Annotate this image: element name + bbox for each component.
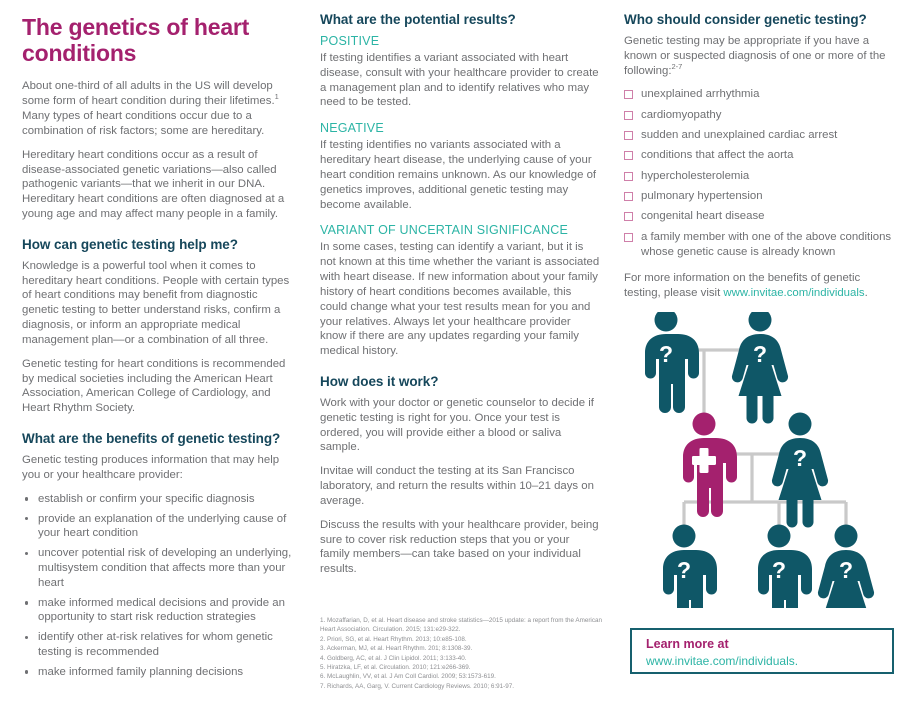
status-symbol-unknown: ? [792,445,808,471]
subheading-variant-uncertain-significance: VARIANT OF UNCERTAIN SIGNIFICANCE [320,223,569,238]
reference-item: 3. Ackerman, MJ, et al. Heart Rhythm. 201; 8:1308-39. [320,645,473,653]
condition-label: sudden and unexplained cardiac arrest [641,129,838,142]
invitae-individuals-link[interactable]: www.invitae.com/individuals [723,287,865,300]
checkbox-icon[interactable] [624,192,633,201]
status-symbol-unknown: ? [676,557,692,583]
heading-how-can-genetic-testing-help: How can genetic testing help me? [22,236,238,252]
condition-label: pulmonary hypertension [641,190,763,203]
person-gen1-male [645,312,699,413]
list-item: provide an explanation of the underlying cause of your heart condition [22,512,292,542]
benefits-intro: Genetic testing produces information that may help you or your healthcare provider: [22,454,280,481]
status-symbol-unknown: ? [771,557,787,583]
learn-more-url[interactable]: www.invitae.com/individuals. [646,653,799,668]
family-tree-figure [624,312,909,608]
heading-potential-results: What are the potential results? [320,12,516,27]
intro-paragraph-1 [22,79,292,138]
subheading-positive: POSITIVE [320,33,380,48]
reference-item: 1. Mozaffarian, D, et al. Heart disease and stroke statistics—2015 update: a report from the American Heart Association. Circulation. 2015; 131:e29-322. [320,617,602,634]
who-intro [624,34,896,78]
references-list [320,616,603,691]
heading-benefits-of-genetic-testing: What are the benefits of genetic testing? [22,431,281,447]
list-item [624,169,896,184]
help-paragraph-1: Knowledge is a powerful tool when it comes to hereditary heart conditions. People with certain types of heart conditions may benefit from diagnostic genetic testing to better understand risks, confirm a diagnosis, or inform an appropriate medical management plan—or a combination of all three. [22,259,290,346]
intro-superscript: 1 [274,92,279,102]
reference-item: 6. McLaughlin, VV, et al. J Am Coll Cardiol. 2009; 53:1573-619. [320,673,496,681]
condition-label: hypercholesterolemia [641,169,750,182]
reference-item: 5. Hiratzka, LF, et al. Circulation. 2010; 121:e266-369. [320,663,471,671]
condition-label: congenital heart disease [641,210,765,223]
condition-label: cardiomyopathy [641,108,722,121]
learn-more-title: Learn more at [646,637,729,651]
list-item [624,230,896,260]
learn-more-box[interactable] [630,628,894,674]
list-item: identify other at-risk relatives for whom genetic testing is recommended [22,630,292,660]
help-paragraph-2: Genetic testing for heart conditions is recommended by medical societies including the American Heart Association, American College of Cardiology, and Heart Rhythm Society. [22,357,286,415]
list-item [624,189,896,204]
list-item: uncover potential risk of developing an underlying, multisystem condition that affects more than your heart [22,546,292,590]
checkbox-icon[interactable] [624,212,633,221]
person-gen3-child2-male [758,525,812,609]
status-symbol-unknown: ? [838,557,854,583]
heading-who-should-consider: Who should consider genetic testing? [624,12,867,27]
how-paragraph-2: Invitae will conduct the testing at its San Francisco laboratory, and return the results within 10–21 days on average. [320,465,594,507]
benefits-list [22,492,292,680]
intro-paragraph-1-tail: Many types of heart conditions occur due to a combination of risk factors; some are hereditary. [22,110,265,137]
person-gen3-child1-male [663,525,717,609]
status-symbol-unknown: ? [752,341,768,367]
list-item [624,209,896,224]
reference-item: 7. Richards, AA, Garg, V. Current Cardiology Reviews. 2010; 6:91-97. [320,682,515,690]
list-item [624,108,896,123]
positive-text: If testing identifies a variant associated with heart disease, consult with your healthcare provider to create a management plan and to identify relatives who may need to be tested. [320,51,599,109]
intro-paragraph-2: Hereditary heart conditions occur as a result of disease-associated genetic variations—also called pathogenic variants—that we inherit in our DNA. Hereditary heart conditions are often diagnosed at a young age and may affect many people in a family. [22,148,285,221]
vus-text: In some cases, testing can identify a variant, but it is not known at this time whether the variant is associated with heart disease. If new information about your family history of heart conditions becomes available, this could change what your test results mean for you and your relatives. Always let your healthcare provider know if there are any updates regarding your family medical history. [320,241,600,358]
middle-column [320,0,600,577]
how-paragraph-1: Work with your doctor or genetic counselor to decide if genetic testing is right for you. Once your test is ordered, you will provide either a blood or saliva sample. [320,396,594,454]
negative-text: If testing identifies no variants associated with a hereditary heart disease, the underlying cause of your heart condition remains unknown. As our knowledge of genetics improves, additional genetic testing may become available. [320,139,597,211]
left-column [22,0,292,685]
intro-paragraph-1-text: About one-third of all adults in the US will develop some form of heart condition during their lifetimes. [22,80,275,108]
family-tree-svg [624,312,909,608]
more-info-paragraph [624,271,896,301]
list-item: establish or confirm your specific diagnosis [22,492,292,507]
page-title: The genetics of heart conditions [22,14,250,67]
checkbox-icon[interactable] [624,172,633,181]
list-item: make informed medical decisions and provide an opportunity to start risk reduction strategies [22,596,292,626]
list-item: make informed family planning decisions [22,665,292,680]
condition-label: conditions that affect the aorta [641,149,794,162]
status-symbol-unknown: ? [658,341,674,367]
list-item [624,87,896,102]
conditions-checklist [624,87,896,259]
condition-label: unexplained arrhythmia [641,88,760,101]
reference-item: 4. Goldberg, AC, et al. J Clin Lipidol. 2011; 3:133-40. [320,654,467,662]
checkbox-icon[interactable] [624,233,633,242]
checkbox-icon[interactable] [624,151,633,160]
right-column [624,0,896,301]
subheading-negative: NEGATIVE [320,121,384,136]
list-item [624,128,896,143]
person-gen1-female [732,312,788,424]
checkbox-icon[interactable] [624,131,633,140]
reference-item: 2. Priori, SG, et al. Heart Rhythm. 2013; 10:e85-108. [320,635,467,643]
condition-label: a family member with one of the above conditions whose genetic cause is already known [641,230,892,258]
checkbox-icon[interactable] [624,111,633,120]
checkbox-icon[interactable] [624,90,633,99]
more-info-prefix: For more information on the benefits of genetic testing, please visit [624,272,861,300]
list-item [624,148,896,163]
who-intro-superscript: 2-7 [671,61,683,71]
who-intro-text: Genetic testing may be appropriate if you have a known or suspected diagnosis of one or more of the following: [624,34,886,77]
heading-how-does-it-work: How does it work? [320,374,439,389]
person-gen3-child3-female [818,525,874,609]
how-paragraph-3: Discuss the results with your healthcare provider, being sure to cover risk reduction steps that you or your family members—can take based on your individual results. [320,518,599,576]
more-info-suffix: . [864,287,868,300]
